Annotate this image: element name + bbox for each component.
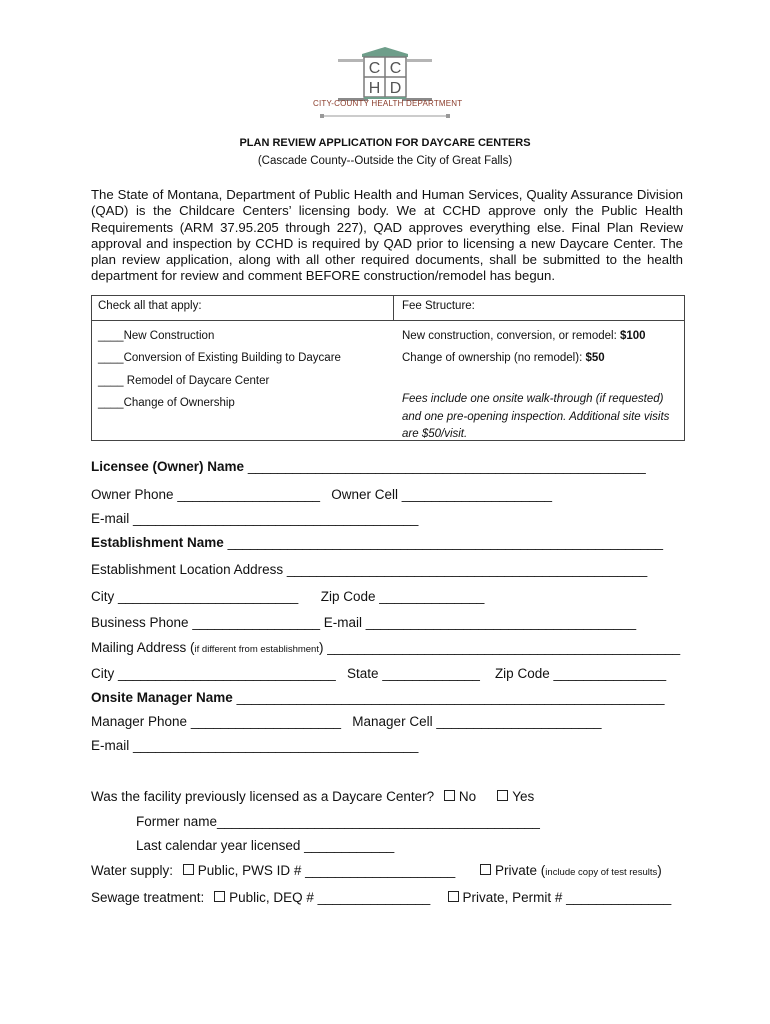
city-zip-row-1 (91, 589, 484, 604)
field-label: Water supply: (91, 863, 174, 878)
field-label: Last calendar year licensed (136, 838, 301, 853)
establishment-name-input[interactable]: __________________________________________________________ (227, 535, 664, 550)
no-checkbox[interactable] (444, 790, 455, 801)
sewage-private-label: Private, Permit # (462, 890, 563, 905)
owner-phone-input[interactable]: ___________________ (177, 487, 320, 502)
former-name-field (136, 814, 540, 829)
fee-label: Change of ownership (no remodel): (402, 352, 586, 364)
intro-text: The State of Montana, Department of Public Health and Human Services, Quality Assurance Division (QAD) is the Childcare Centers’ licensing body. We at CCHD approve only the Public Health Requirements (ARM 37.95.205 through 227), QAD approves everything else. Final Plan Review approval and inspection by CCHD is required by QAD prior to licensing a new Daycare Center. The plan review application, along with all other required documents, shall be submitted to the health department for review and comment BEFORE construction/remodel has begun. (91, 187, 683, 284)
paren-close: ) (318, 640, 324, 655)
field-label: Onsite Manager Name (91, 690, 233, 705)
logo-letter-1: C (368, 60, 381, 77)
fee-label: New construction, conversion, or remodel: (402, 330, 620, 342)
logo-bar-left (338, 59, 363, 62)
field-label: City (91, 589, 115, 604)
owner-cell-input[interactable]: ____________________ (401, 487, 552, 502)
establishment-name-field (91, 535, 663, 550)
no-label: No (458, 789, 477, 804)
sewage-private-checkbox[interactable] (448, 891, 459, 902)
field-label: Sewage treatment: (91, 890, 205, 905)
field-label: Establishment Name (91, 535, 224, 550)
fee-amount: $100 (619, 330, 646, 342)
manager-phone-input[interactable]: ____________________ (190, 714, 342, 729)
zip-input-2[interactable]: _______________ (553, 666, 667, 681)
mailing-note: if different from establishment (194, 644, 319, 655)
permit-input[interactable]: ______________ (566, 890, 672, 905)
owner-phone-row (91, 487, 552, 502)
option-new-construction[interactable]: ____New Construction (98, 330, 215, 342)
logo-letter-2: C (389, 60, 402, 77)
last-year-field (136, 838, 394, 853)
fee-change-ownership (402, 352, 605, 364)
water-private-note: include copy of test results (545, 867, 658, 878)
logo-caption: CITY-COUNTY HEALTH DEPARTMENT (313, 99, 463, 108)
state-input[interactable]: _____________ (382, 666, 480, 681)
fee-new-construction (402, 330, 646, 342)
email-field-1 (91, 511, 418, 526)
city-input-1[interactable]: ________________________ (118, 589, 299, 604)
field-label: Manager Phone (91, 714, 188, 729)
logo-letter-4: D (389, 80, 402, 97)
field-label: E-mail (323, 615, 363, 630)
manager-name-input[interactable]: _________________________________________________________ (236, 690, 665, 705)
mailing-address-field (91, 640, 680, 655)
onsite-manager-field (91, 690, 665, 705)
pws-id-input[interactable]: ____________________ (305, 863, 456, 878)
logo-letter-3: H (368, 80, 381, 97)
field-label: Former name (136, 814, 218, 829)
option-conversion[interactable]: ____Conversion of Existing Building to Daycare (98, 352, 341, 364)
water-private-label: Private ( (495, 863, 546, 878)
business-phone-row (91, 615, 636, 630)
field-label: Business Phone (91, 615, 189, 630)
yes-label: Yes (512, 789, 535, 804)
deq-input[interactable]: _______________ (317, 890, 431, 905)
sewage-public-label: Public, DEQ # (229, 890, 314, 905)
field-label: Zip Code (320, 589, 376, 604)
licensee-name-field[interactable] (91, 459, 646, 474)
email-input-1[interactable]: ______________________________________ (133, 511, 419, 526)
water-supply-row (91, 863, 662, 878)
location-address-field (91, 562, 647, 577)
zip-input-1[interactable]: ______________ (379, 589, 485, 604)
field-line[interactable]: _____________________________________________________ (247, 459, 646, 474)
check-all-header: Check all that apply: (98, 300, 202, 312)
former-name-input[interactable]: ___________________________________________ (217, 814, 540, 829)
water-public-checkbox[interactable] (183, 864, 194, 875)
field-label: Owner Phone (91, 487, 174, 502)
sewage-public-checkbox[interactable] (214, 891, 225, 902)
field-label: State (347, 666, 379, 681)
field-label: Establishment Location Address (91, 562, 284, 577)
email-field-3 (91, 738, 418, 753)
water-public-label: Public, PWS ID # (197, 863, 302, 878)
email-input-3[interactable]: ______________________________________ (133, 738, 419, 753)
city-input-2[interactable]: _____________________________ (118, 666, 336, 681)
fee-note: Fees include one onsite walk-through (if requested) and one pre-opening inspection. Additional site visits are $50/visit. (402, 393, 670, 440)
application-type-table (91, 295, 685, 441)
field-label: Manager Cell (352, 714, 433, 729)
mailing-address-input[interactable]: _______________________________________________ (327, 640, 681, 655)
page-subtitle: (Cascade County--Outside the City of Great Falls) (257, 155, 513, 167)
field-label: E-mail (91, 738, 130, 753)
fee-amount: $50 (585, 352, 605, 364)
paren-close: ) (657, 863, 662, 878)
manager-phone-row (91, 714, 602, 729)
field-label: E-mail (91, 511, 130, 526)
manager-cell-input[interactable]: ______________________ (436, 714, 602, 729)
fee-structure-header: Fee Structure: (402, 300, 475, 312)
water-private-checkbox[interactable] (480, 864, 491, 875)
field-label: Owner Cell (331, 487, 399, 502)
field-label: Mailing Address ( (91, 640, 195, 655)
option-remodel[interactable]: ____ Remodel of Daycare Center (98, 375, 270, 387)
previous-license-row (91, 789, 534, 804)
city-state-zip-row (91, 666, 666, 681)
intro-paragraph (91, 187, 683, 285)
field-label: City (91, 666, 115, 681)
email-input-2[interactable]: ____________________________________ (365, 615, 637, 630)
last-year-input[interactable]: ____________ (304, 838, 395, 853)
field-label: Licensee (Owner) Name (91, 459, 245, 474)
field-label: Zip Code (494, 666, 550, 681)
option-change-ownership[interactable]: ____Change of Ownership (98, 397, 235, 409)
logo-roof (362, 47, 408, 54)
business-phone-input[interactable]: _________________ (192, 615, 320, 630)
location-address-input[interactable]: ________________________________________________ (286, 562, 648, 577)
yes-checkbox[interactable] (497, 790, 508, 801)
previous-license-question: Was the facility previously licensed as a Daycare Center? (91, 789, 435, 804)
cchd-logo (300, 42, 470, 120)
page-title: PLAN REVIEW APPLICATION FOR DAYCARE CENTERS (239, 137, 531, 149)
logo-bar-right (407, 59, 432, 62)
sewage-treatment-row (91, 890, 671, 905)
